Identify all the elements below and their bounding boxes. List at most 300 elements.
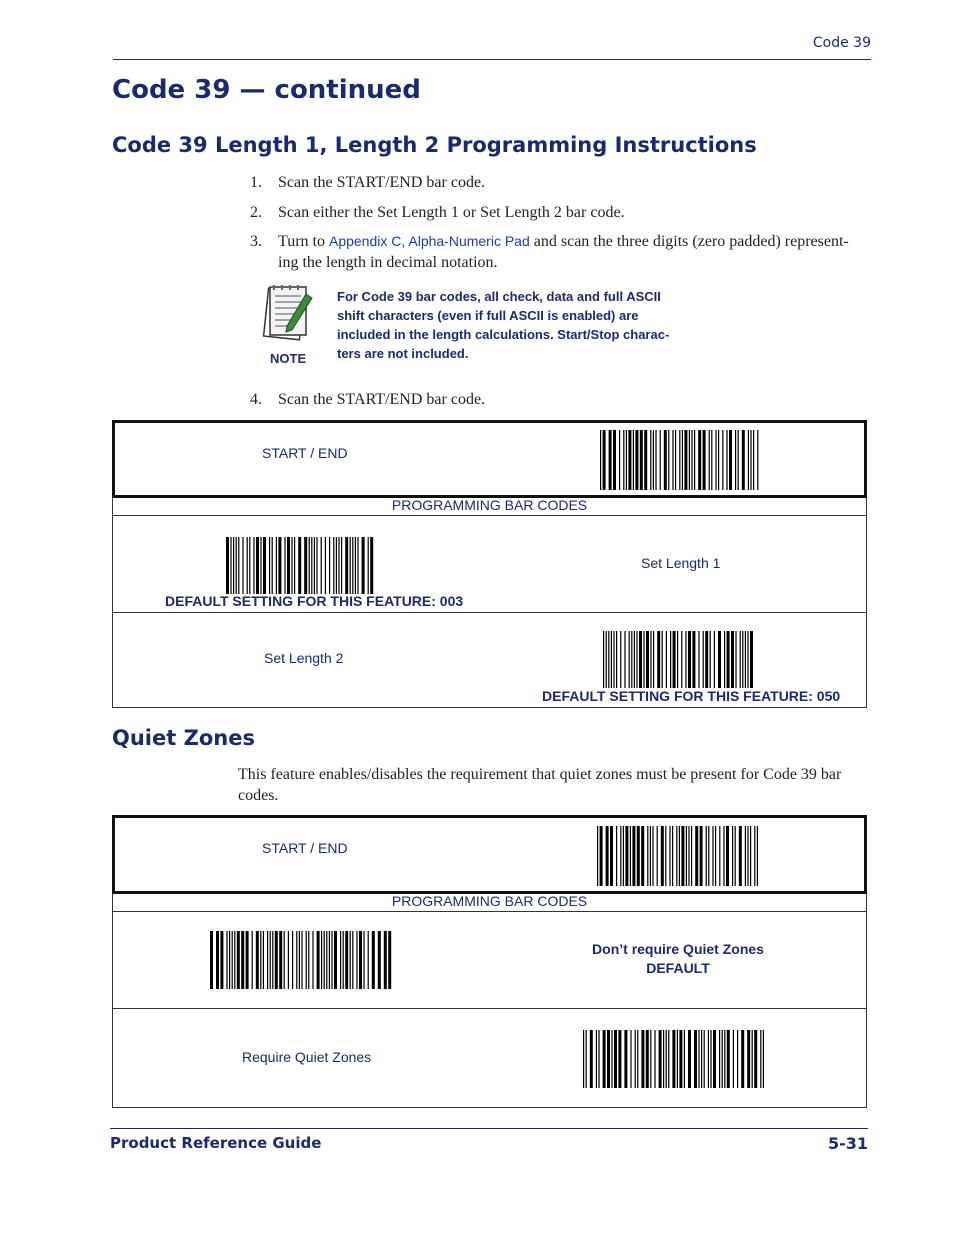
barcode-bar bbox=[652, 826, 653, 886]
barcode-bar bbox=[272, 537, 273, 594]
barcode-bar bbox=[336, 537, 337, 594]
barcode-bar bbox=[619, 430, 620, 490]
barcode-bar bbox=[616, 631, 617, 688]
barcode-bar bbox=[685, 631, 686, 688]
barcode-bar bbox=[747, 631, 748, 688]
step-number: 4. bbox=[250, 391, 262, 408]
barcode-bar bbox=[719, 1030, 720, 1088]
barcode-bar bbox=[269, 537, 270, 594]
start-end-label: START / END bbox=[262, 445, 348, 461]
barcode-bar bbox=[368, 537, 369, 594]
section-heading-length: Code 39 Length 1, Length 2 Programming Instructions bbox=[112, 133, 757, 157]
barcode-bar bbox=[641, 826, 644, 886]
barcode-bar bbox=[679, 430, 680, 490]
barcode-bar bbox=[362, 537, 365, 594]
barcode-bar bbox=[742, 430, 745, 490]
dont-require-quiet-zones-barcode[interactable] bbox=[210, 931, 392, 989]
barcode-bar bbox=[370, 537, 373, 594]
barcode-bar bbox=[752, 1030, 753, 1088]
barcode-bar bbox=[311, 537, 312, 594]
barcode-bar bbox=[357, 537, 358, 594]
barcode-bar bbox=[263, 931, 264, 989]
programming-bar-codes-label: PROGRAMMING BAR CODES bbox=[391, 497, 588, 513]
barcode-bar bbox=[740, 631, 741, 688]
barcode-bar bbox=[666, 631, 667, 688]
barcode-bar bbox=[672, 430, 673, 490]
barcode-bar bbox=[613, 631, 614, 688]
quiet-zones-description: This feature enables/disables the requirement that quiet zones must be present for Code 39 bar codes. bbox=[238, 766, 842, 804]
set-length-1-barcode[interactable] bbox=[226, 537, 376, 594]
barcode-bar bbox=[712, 826, 713, 886]
running-header: Code 39 bbox=[812, 35, 871, 51]
barcode-bar bbox=[703, 631, 704, 688]
barcode-bar bbox=[253, 537, 254, 594]
barcode-bar bbox=[748, 430, 749, 490]
barcode-bar bbox=[350, 537, 351, 594]
barcode-bar bbox=[747, 826, 748, 886]
barcode-bar bbox=[299, 931, 300, 989]
barcode-bar bbox=[630, 826, 631, 886]
barcode-bar bbox=[673, 631, 676, 688]
barcode-bar bbox=[750, 826, 751, 886]
barcode-bar bbox=[345, 537, 348, 594]
barcode-bar bbox=[242, 537, 243, 594]
barcode-bar bbox=[643, 631, 644, 688]
barcode-bar bbox=[731, 631, 734, 688]
barcode-bar bbox=[590, 1030, 593, 1088]
barcode-bar bbox=[325, 537, 326, 594]
barcode-bar bbox=[723, 826, 724, 886]
start-end-barcode[interactable] bbox=[600, 430, 760, 490]
barcode-bar bbox=[275, 931, 278, 989]
barcode-bar bbox=[636, 631, 637, 688]
barcode-bar bbox=[226, 931, 227, 989]
barcode-bar bbox=[742, 631, 743, 688]
barcode-bar bbox=[741, 1030, 744, 1088]
barcode-bar bbox=[317, 931, 320, 989]
barcode-bar bbox=[698, 430, 701, 490]
barcode-bar bbox=[729, 430, 732, 490]
barcode-bar bbox=[641, 1030, 644, 1088]
barcode-bar bbox=[726, 826, 729, 886]
barcode-bar bbox=[711, 430, 712, 490]
barcode-bar bbox=[247, 537, 248, 594]
dont-require-quiet-zones-label: Don’t require Quiet Zones bbox=[592, 941, 764, 957]
barcode-bar bbox=[368, 931, 369, 989]
barcode-bar bbox=[745, 826, 746, 886]
barcode-bar bbox=[691, 826, 692, 886]
barcode-bar bbox=[713, 1030, 716, 1088]
barcode-bar bbox=[646, 1030, 649, 1088]
barcode-bar bbox=[296, 931, 297, 989]
barcode-bar bbox=[727, 1030, 730, 1088]
barcode-bar bbox=[732, 826, 733, 886]
barcode-bar bbox=[316, 537, 317, 594]
start-end-barcode[interactable] bbox=[597, 826, 760, 886]
barcode-bar bbox=[291, 537, 292, 594]
barcode-bar bbox=[644, 430, 647, 490]
barcode-bar bbox=[308, 931, 309, 989]
barcode-bar bbox=[298, 537, 301, 594]
barcode-bar bbox=[388, 931, 391, 989]
barcode-bar bbox=[210, 931, 213, 989]
barcode-bar bbox=[650, 631, 651, 688]
barcode-bar bbox=[637, 826, 640, 886]
barcode-bar bbox=[668, 1030, 669, 1088]
barcode-bar bbox=[676, 826, 677, 886]
footer-rule bbox=[110, 1128, 868, 1129]
barcode-bar bbox=[630, 1030, 631, 1088]
step-2 bbox=[250, 202, 870, 224]
barcode-bar bbox=[230, 537, 231, 594]
barcode-bar bbox=[710, 1030, 711, 1088]
barcode-bar bbox=[343, 931, 344, 989]
barcode-bar bbox=[279, 931, 282, 989]
barcode-bar bbox=[735, 826, 736, 886]
barcode-bar bbox=[613, 430, 616, 490]
barcode-bar bbox=[256, 931, 259, 989]
barcode-bar bbox=[747, 1030, 750, 1088]
barcode-bar bbox=[650, 430, 651, 490]
barcode-bar bbox=[679, 826, 680, 886]
note-icon bbox=[262, 284, 314, 342]
barcode-bar bbox=[600, 430, 601, 490]
barcode-bar bbox=[675, 430, 676, 490]
barcode-bar bbox=[695, 826, 698, 886]
barcode-bar bbox=[657, 631, 660, 688]
section-heading-quiet-zones: Quiet Zones bbox=[112, 726, 255, 750]
barcode-bar bbox=[635, 430, 638, 490]
barcode-bar bbox=[608, 631, 609, 688]
default-badge: DEFAULT bbox=[646, 960, 710, 976]
page-number: 5-31 bbox=[827, 1134, 868, 1153]
barcode-bar bbox=[306, 931, 307, 989]
barcode-bar bbox=[334, 931, 337, 989]
barcode-bar bbox=[635, 1030, 636, 1088]
barcode-bar bbox=[681, 631, 682, 688]
barcode-bar bbox=[338, 537, 339, 594]
barcode-bar bbox=[620, 826, 621, 886]
barcode-bar bbox=[288, 931, 289, 989]
barcode-bar bbox=[686, 826, 687, 886]
barcode-bar bbox=[236, 537, 237, 594]
barcode-bar bbox=[326, 931, 327, 989]
barcode-bar bbox=[241, 931, 244, 989]
barcode-bar bbox=[750, 631, 753, 688]
barcode-bar bbox=[260, 931, 261, 989]
barcode-bar bbox=[726, 430, 727, 490]
barcode-bar bbox=[586, 1030, 587, 1088]
barcode-bar bbox=[623, 430, 624, 490]
barcode-bar bbox=[629, 631, 630, 688]
barcode-bar bbox=[309, 537, 310, 594]
barcode-bar bbox=[634, 631, 635, 688]
page-title: Code 39 — continued bbox=[112, 75, 421, 105]
barcode-bar bbox=[677, 631, 678, 688]
table-divider bbox=[112, 911, 867, 912]
barcode-bar bbox=[662, 631, 663, 688]
barcode-bar bbox=[384, 931, 387, 989]
barcode-bar bbox=[668, 430, 669, 490]
barcode-bar bbox=[760, 1030, 761, 1088]
barcode-bar bbox=[341, 537, 342, 594]
barcode-bar bbox=[722, 430, 723, 490]
barcode-bar bbox=[606, 826, 609, 886]
barcode-bar bbox=[632, 826, 635, 886]
barcode-bar bbox=[724, 1030, 725, 1088]
barcode-bar bbox=[624, 631, 625, 688]
barcode-bar bbox=[278, 537, 281, 594]
barcode-bar bbox=[719, 826, 720, 886]
barcode-bar bbox=[620, 631, 621, 688]
barcode-bar bbox=[233, 537, 234, 594]
set-length-2-barcode[interactable] bbox=[603, 631, 753, 688]
barcode-bar bbox=[329, 537, 330, 594]
barcode-bar bbox=[220, 931, 223, 989]
barcode-bar bbox=[624, 1030, 627, 1088]
barcode-bar bbox=[263, 537, 266, 594]
barcode-bar bbox=[698, 1030, 699, 1088]
barcode-bar bbox=[757, 430, 758, 490]
barcode-bar bbox=[321, 931, 322, 989]
barcode-bar bbox=[672, 1030, 675, 1088]
barcode-bar bbox=[607, 1030, 610, 1088]
barcode-bar bbox=[333, 537, 334, 594]
barcode-bar bbox=[661, 826, 664, 886]
barcode-bar bbox=[708, 826, 709, 886]
barcode-bar bbox=[378, 931, 381, 989]
barcode-bar bbox=[633, 430, 634, 490]
barcode-bar bbox=[655, 430, 656, 490]
barcode-bar bbox=[709, 430, 710, 490]
barcode-bar bbox=[606, 631, 607, 688]
barcode-bar bbox=[735, 430, 736, 490]
barcode-bar bbox=[631, 631, 632, 688]
barcode-bar bbox=[609, 430, 612, 490]
barcode-bar bbox=[616, 826, 617, 886]
barcode-bar bbox=[345, 931, 348, 989]
barcode-bar bbox=[598, 1030, 599, 1088]
start-end-label: START / END bbox=[262, 840, 348, 856]
barcode-bar bbox=[718, 631, 721, 688]
barcode-bar bbox=[657, 826, 658, 886]
barcode-bar bbox=[670, 631, 671, 688]
barcode-bar bbox=[700, 826, 703, 886]
barcode-bar bbox=[684, 430, 687, 490]
step-number: 3. bbox=[250, 233, 262, 250]
step-1 bbox=[250, 172, 870, 194]
table-divider bbox=[112, 515, 867, 516]
barcode-bar bbox=[733, 1030, 734, 1088]
barcode-bar bbox=[646, 631, 649, 688]
barcode-bar bbox=[292, 931, 293, 989]
barcode-bar bbox=[694, 1030, 697, 1088]
barcode-bar bbox=[722, 1030, 723, 1088]
step-text: Scan the START/END bar code. bbox=[278, 391, 486, 408]
barcode-bar bbox=[350, 931, 351, 989]
barcode-bar bbox=[708, 1030, 709, 1088]
set-length-2-label: Set Length 2 bbox=[264, 650, 344, 666]
barcode-bar bbox=[226, 537, 229, 594]
footer-title: Product Reference Guide bbox=[110, 1134, 322, 1152]
barcode-bar bbox=[597, 826, 598, 886]
barcode-bar bbox=[363, 931, 364, 989]
barcode-bar bbox=[664, 430, 667, 490]
barcode-bar bbox=[270, 931, 271, 989]
barcode-bar bbox=[724, 631, 725, 688]
barcode-bar bbox=[653, 631, 654, 688]
barcode-bar bbox=[650, 1030, 651, 1088]
barcode-bar bbox=[603, 631, 604, 688]
barcode-bar bbox=[610, 826, 613, 886]
barcode-bar bbox=[672, 826, 673, 886]
step-3 bbox=[250, 231, 870, 275]
require-quiet-zones-label: Require Quiet Zones bbox=[242, 1049, 372, 1065]
step-text: Scan either the Set Length 1 or Set Length 2 bar code. bbox=[278, 204, 625, 221]
barcode-bar bbox=[238, 537, 239, 594]
appendix-link[interactable]: Appendix C, Alpha-Numeric Pad bbox=[328, 233, 530, 249]
barcode-bar bbox=[216, 931, 219, 989]
barcode-bar bbox=[256, 537, 259, 594]
barcode-bar bbox=[301, 931, 302, 989]
barcode-bar bbox=[276, 537, 277, 594]
barcode-bar bbox=[232, 931, 233, 989]
barcode-bar bbox=[321, 537, 322, 594]
barcode-bar bbox=[710, 631, 711, 688]
barcode-bar bbox=[611, 631, 612, 688]
barcode-bar bbox=[618, 1030, 621, 1088]
barcode-bar bbox=[603, 1030, 606, 1088]
note-text: For Code 39 bar codes, all check, data and full ASCII shift characters (even if full ASCII is enabled) are included in the length calculations. Start/Stop charac- ters are not included. bbox=[337, 289, 670, 361]
barcode-bar bbox=[626, 430, 627, 490]
barcode-bar bbox=[692, 631, 695, 688]
barcode-bar bbox=[628, 430, 631, 490]
barcode-bar bbox=[757, 826, 758, 886]
barcode-bar bbox=[735, 631, 736, 688]
table-divider bbox=[112, 1008, 867, 1009]
barcode-bar bbox=[284, 931, 285, 989]
barcode-bar bbox=[260, 537, 261, 594]
barcode-bar bbox=[684, 1030, 685, 1088]
barcode-bar bbox=[754, 826, 755, 886]
barcode-bar bbox=[715, 430, 716, 490]
barcode-bar bbox=[694, 430, 695, 490]
barcode-bar bbox=[583, 1030, 584, 1088]
barcode-bar bbox=[639, 631, 642, 688]
barcode-bar bbox=[272, 931, 273, 989]
barcode-bar bbox=[679, 1030, 682, 1088]
default-setting-003: DEFAULT SETTING FOR THIS FEATURE: 003 bbox=[165, 593, 464, 609]
barcode-bar bbox=[625, 826, 628, 886]
barcode-bar bbox=[650, 826, 651, 886]
step-text: Scan the START/END bar code. bbox=[278, 174, 486, 191]
barcode-bar bbox=[623, 826, 624, 886]
barcode-bar bbox=[737, 1030, 738, 1088]
barcode-bar bbox=[287, 537, 290, 594]
barcode-bar bbox=[284, 537, 285, 594]
table-divider bbox=[112, 612, 867, 613]
step-number: 1. bbox=[250, 174, 262, 191]
barcode-bar bbox=[372, 931, 375, 989]
barcode-bar bbox=[229, 931, 230, 989]
note-label: NOTE bbox=[270, 351, 307, 366]
barcode-bar bbox=[682, 430, 683, 490]
barcode-bar bbox=[739, 826, 742, 886]
barcode-bar bbox=[640, 430, 643, 490]
default-setting-050: DEFAULT SETTING FOR THIS FEATURE: 050 bbox=[542, 688, 841, 704]
barcode-bar bbox=[340, 931, 341, 989]
barcode-bar bbox=[705, 631, 708, 688]
barcode-bar bbox=[352, 537, 353, 594]
barcode-bar bbox=[698, 631, 699, 688]
barcode-bar bbox=[689, 430, 690, 490]
step-text: Turn to Appendix C, Alpha-Numeric Pad and scan the three digits (zero padded) represent- ing the length in decimal notation. bbox=[278, 233, 849, 271]
barcode-bar bbox=[246, 931, 249, 989]
barcode-bar bbox=[663, 1030, 664, 1088]
barcode-bar bbox=[252, 931, 253, 989]
barcode-bar bbox=[703, 430, 706, 490]
barcode-bar bbox=[701, 1030, 702, 1088]
barcode-bar bbox=[314, 537, 315, 594]
barcode-bar bbox=[611, 1030, 612, 1088]
barcode-bar bbox=[660, 430, 661, 490]
step-4 bbox=[250, 389, 870, 411]
barcode-bar bbox=[647, 826, 648, 886]
barcode-bar bbox=[704, 1030, 705, 1088]
barcode-bar bbox=[681, 826, 684, 886]
barcode-bar bbox=[329, 931, 330, 989]
barcode-bar bbox=[688, 1030, 691, 1088]
barcode-bar bbox=[603, 430, 606, 490]
barcode-bar bbox=[654, 1030, 655, 1088]
barcode-bar bbox=[714, 631, 715, 688]
barcode-bar bbox=[750, 430, 751, 490]
barcode-bar bbox=[718, 430, 719, 490]
barcode-bar bbox=[331, 931, 332, 989]
barcode-bar bbox=[691, 430, 692, 490]
barcode-bar bbox=[352, 931, 353, 989]
barcode-bar bbox=[666, 1030, 667, 1088]
barcode-bar bbox=[249, 537, 250, 594]
require-quiet-zones-barcode[interactable] bbox=[583, 1030, 765, 1088]
barcode-bar bbox=[738, 430, 739, 490]
barcode-bar bbox=[727, 631, 730, 688]
barcode-bar bbox=[677, 1030, 678, 1088]
barcode-bar bbox=[312, 931, 313, 989]
set-length-1-label: Set Length 1 bbox=[641, 555, 721, 571]
barcode-bar bbox=[596, 1030, 597, 1088]
barcode-bar bbox=[324, 931, 325, 989]
barcode-bar bbox=[754, 1030, 757, 1088]
barcode-bar bbox=[234, 931, 235, 989]
barcode-bar bbox=[653, 430, 654, 490]
barcode-bar bbox=[614, 1030, 617, 1088]
barcode-bar bbox=[637, 1030, 638, 1088]
barcode-bar bbox=[659, 1030, 662, 1088]
barcode-bar bbox=[294, 537, 295, 594]
barcode-bar bbox=[763, 1030, 764, 1088]
header-rule bbox=[113, 59, 871, 60]
barcode-bar bbox=[669, 826, 670, 886]
barcode-bar bbox=[355, 537, 356, 594]
barcode-bar bbox=[688, 631, 691, 688]
barcode-bar bbox=[753, 430, 754, 490]
barcode-bar bbox=[267, 931, 268, 989]
programming-bar-codes-label: PROGRAMMING BAR CODES bbox=[391, 893, 588, 909]
barcode-bar bbox=[745, 631, 746, 688]
barcode-bar bbox=[688, 826, 689, 886]
barcode-bar bbox=[706, 826, 707, 886]
